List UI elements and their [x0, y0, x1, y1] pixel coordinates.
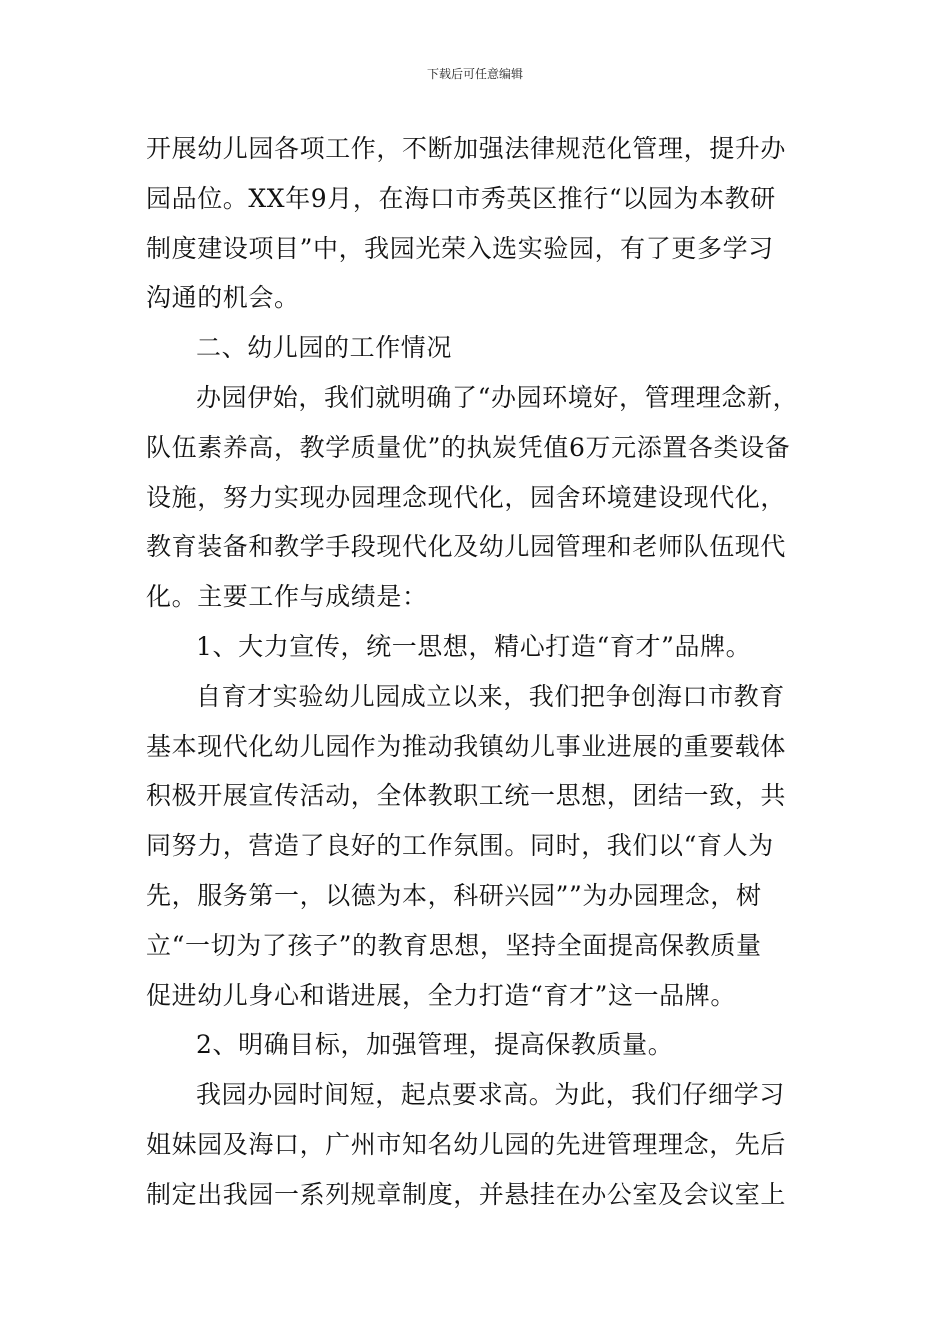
text-line: 园品位。XX年9月，在海口市秀英区推行“以园为本教研 — [146, 183, 776, 213]
text-line: 制度建设项目”中，我园光荣入选实验园，有了更多学习 — [146, 233, 774, 263]
page-header: 下载后可任意编辑 — [426, 67, 523, 81]
text-line: 设施，努力实现办园理念现代化，园舍环境建设现代化， — [146, 482, 787, 512]
text-line: 沟通的机会。 — [146, 283, 300, 313]
subsection-heading: 2、明确目标，加强管理，提高保教质量。 — [196, 1030, 674, 1060]
text-line: 化。主要工作与成绩是： — [146, 582, 428, 612]
text-line: 我园办园时间短，起点要求高。为此，我们仔细学习 — [196, 1080, 785, 1110]
text-line: 办园伊始，我们就明确了“办园环境好，管理理念新， — [196, 382, 799, 412]
text-line: 促进幼儿身心和谐进展，全力打造“育才”这一品牌。 — [146, 980, 736, 1010]
text-line: 姐妹园及海口，广州市知名幼儿园的先进管理理念，先后 — [146, 1129, 787, 1159]
document-body — [146, 124, 816, 1220]
text-line: 同努力，营造了良好的工作氛围。同时，我们以“育人为 — [146, 831, 774, 861]
text-line: 基本现代化幼儿园作为推动我镇幼儿事业进展的重要载体 — [146, 731, 787, 761]
section-heading: 二、幼儿园的工作情况 — [196, 333, 453, 363]
text-line: 教育装备和教学手段现代化及幼儿园管理和老师队伍现代 — [146, 532, 787, 562]
text-line: 制定出我园一系列规章制度，并悬挂在办公室及会议室上 — [146, 1179, 787, 1209]
text-line: 自育才实验幼儿园成立以来，我们把争创海口市教育 — [196, 681, 785, 711]
text-line: 立“一切为了孩子”的教育思想，坚持全面提高保教质量 — [146, 930, 762, 960]
text-line: 先，服务第一，以德为本，科研兴园””为办园理念，树 — [146, 880, 762, 910]
text-line: 开展幼儿园各项工作，不断加强法律规范化管理，提升办 — [146, 134, 787, 163]
subsection-heading: 1、大力宣传，统一思想，精心打造“育才”品牌。 — [196, 631, 752, 661]
text-line: 队伍素养高，教学质量优”的执炭凭值6万元添置各类设备 — [146, 432, 791, 462]
text-line: 积极开展宣传活动，全体教职工统一思想，团结一致，共 — [146, 781, 787, 811]
